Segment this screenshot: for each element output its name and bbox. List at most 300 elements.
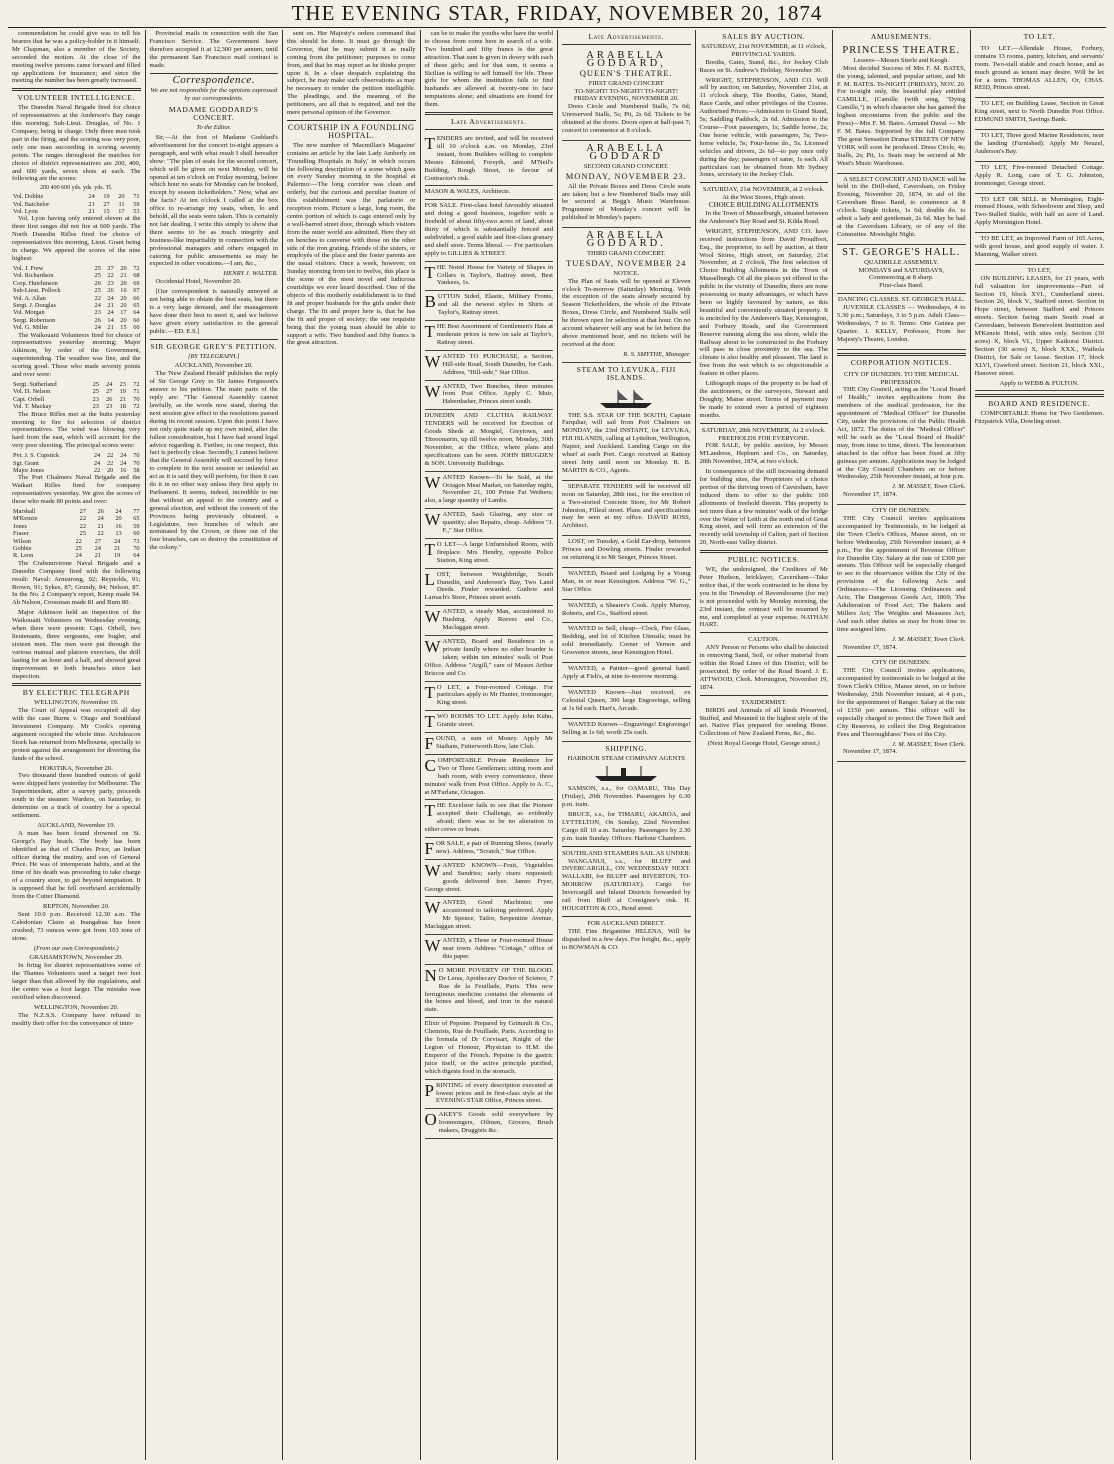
- table-cell: 65: [133, 515, 140, 523]
- wanted-ad: [562, 623, 691, 663]
- ad-text: MASON & WALES, Architects.: [424, 188, 511, 196]
- divider: [700, 695, 829, 696]
- table-cell: Marshall: [13, 507, 36, 515]
- ad-text: Elixir of Pepsine. Prepared by Grimault & Co., Chemists, Rue de Feuillade, Paris. According to the formula of Dr Corvisart, Knight of the Legion of Honour, Physician to H.M. the Emperor of the French. Pepsine is the gastric juice itself, or the active principle purified, which digests food in the stomach.: [424, 1020, 553, 1075]
- ad-text: COMFORTABLE Home for Two Gentlemen. Fitzpatrick Villa, Dowling street.: [974, 410, 1104, 426]
- ad-date: TUESDAY, NOVEMBER 24: [566, 257, 687, 268]
- drop-cap: W: [424, 351, 441, 371]
- sale-text: WRIGHT, STEPHENSON, AND CO. Will sell by auction, on Saturday, November 21st, at 11 o'clock sharp, The Booths, Gates, Stand, Race Cards, and other privileges of the Course. Authorised Prices:—Admission to Grand Stand, 5s; Saddling Paddock, 2s 6d. Admission to the Course—Foot passengers, 1s; Saddle horse, 2s; One horse vehicle, with passengers, 5s; Two-horse vehicle, 5s; Four-horse do., 5s. Licensed vehicles and drivers, 2s 6d—to pay once only during the day; passengers of same, 1s each. All particulars can be obtained from Mr Sydney Jones, secretary to the Jockey Club.: [699, 76, 828, 179]
- classified-ad: [425, 711, 554, 733]
- table-cell: 24: [107, 294, 114, 302]
- ad-text: ANTED KNOWN—Fruit, Vegetables and Sundries; early risers requested; goods delivered free. James Fryer, George street.: [424, 861, 553, 893]
- table-cell: 25: [94, 264, 101, 272]
- let-ad: [975, 233, 1105, 265]
- classified-ad: [425, 800, 554, 838]
- team-text: The Crabsnuvirone Naval Brigade and a Dunedin Company fired with the following result: Naval: Armstrong, 92; Reynolds, 91; Brown, 91; Sykes, 87; Grundy, 84; Nelson, 87. In the No. 2 Company's report, Kemp made 94. Ah Nelson, Crossman made 81 and Burn 80.: [12, 559, 141, 607]
- drop-cap: T: [424, 133, 435, 153]
- princess-ad: [837, 43, 966, 174]
- drop-cap: C: [424, 755, 436, 775]
- drop-cap: O: [424, 1110, 437, 1130]
- table-cell: 21: [88, 200, 95, 208]
- ad-text: O LET, a Four-roomed Cottage. For particulars apply to Mr Hunter, ironmonger, King street.: [436, 683, 553, 707]
- table-row: [12, 193, 141, 200]
- classified-ad: [425, 965, 554, 1018]
- table-cell: 24: [94, 324, 101, 332]
- table-row: [12, 530, 141, 537]
- table-row: [12, 396, 141, 403]
- classified-ad: [425, 897, 554, 935]
- classified-ad: [425, 682, 554, 712]
- table-cell: Gobbie: [13, 545, 32, 552]
- ad-text: JUVENILE CLASSES — Wednesdays, 4 to 5.30 p.m.; Saturdays, 3 to 5 p.m. Adult Class—Wednesdays, 7 to 9. Terms: One Guinea per Quarter. J. KELLY, Professor, From her Majesty's Theatre, London.: [837, 304, 966, 343]
- notice-date: November 17, 1874.: [843, 643, 898, 651]
- correspondence-note: We are not responsible for the opinions expressed by our correspondents.: [150, 87, 278, 103]
- dateline: WELLINGTON, November 20.: [34, 1003, 119, 1011]
- table-cell: Sgt. Grant: [13, 459, 39, 467]
- table-cell: Vol. Richardson: [13, 272, 54, 280]
- table-cell: 70: [133, 452, 140, 460]
- classified-ad: [425, 186, 554, 200]
- lead-text: Provincial mails in connection with the San Francisco Service. The Government have therefore accepted it at 12,300 per annum, until the permanent San Francisco mail contract is made.: [149, 30, 278, 69]
- table-cell: 19: [119, 388, 126, 396]
- table-row: [12, 403, 141, 410]
- divider: [700, 632, 829, 633]
- sale-text: WRIGHT, STEPHENSON, AND CO. have received instructions from David Proudfoot, Esq., the proprietor, to sell by auction, at their Wool Stores, High street, on Saturday, 21st November, at 2 o'clock, The first selection of Choice Building Allotments in the Town of Musselburgh. Of all the places yet offered to the public in the vicinity of Dunedin, there are none possessing so many advantages, or which have been so highly favoured by nature, as this beautiful and conveniently situated property. It is encircled by the Anderson's Bay, Kensington, and Forbury Roads, and the Government Reserve running along the sea shore, while the Railway about to be constructed to the Forbury will pass in close proximity to the sea. The climate is also healthy and pleasant. The land is free from the wet which is so objectionable a feature in other places.: [699, 227, 828, 378]
- table-cell: 26: [107, 287, 114, 295]
- drop-cap: W: [424, 860, 441, 880]
- score-table-3: [12, 381, 141, 411]
- ad-text: WANTED Known—Engravings! Engravings! Selling at 1s 6d; worth 25s each.: [562, 720, 691, 736]
- score-table-2: [12, 265, 141, 332]
- ad-text: TO LET, Five-roomed Detached Cottage. Apply R. Long, care of T. G. Johnston, ironmonger, George street.: [974, 163, 1104, 187]
- southland-heading: SOUTHLAND STEAMERS SAIL AS UNDER:: [562, 849, 691, 857]
- drop-cap: T: [424, 322, 435, 342]
- table-cell: 65: [133, 301, 140, 309]
- notice-date: November 17, 1874.: [843, 491, 898, 499]
- table-row: [12, 302, 141, 309]
- table-cell: 24: [106, 380, 113, 388]
- notice-signature: J. M. MASSEY, Town Clerk.: [891, 483, 966, 491]
- table-row: [12, 201, 141, 208]
- table-row: [12, 265, 141, 272]
- column-8: [971, 30, 1109, 1460]
- ad-text: HE Best Assortment of Gentlemen's Hats at moderate prices is now on sale at Taylor's, Rattray street.: [436, 323, 553, 346]
- drop-cap: B: [424, 292, 436, 312]
- ad-title: ARABELLA GODDARD,: [586, 49, 667, 69]
- ad-title: ARABELLA GODDARD.: [586, 230, 667, 250]
- table-cell: 23: [92, 395, 99, 403]
- ad-text: OMFORTABLE Private Residence for Two or Three Gentlemen; sitting room and bath room, with every convenience, three minutes' walk from Post Office. Apply to A. C., at M'Farlane, Octagon.: [424, 756, 553, 796]
- table-cell: 71: [133, 388, 140, 396]
- drop-cap: L: [424, 569, 435, 589]
- letter-text: Sir,—At the foot of Madame Goddard's advertisement for the concert to-night appears a paragraph, and with what result I shall hereafter show: "The plan of seats for the second concert, which will be given on next Monday, will be opened at ten o'clock on Friday morning, before which hour no seats for Monday can be booked, except by season ticketholders." Now, what are the facts? At ten o'clock I called at the box office to re-arrange my seats, when, lo and behold, all the seats were taken. This is certainly not fair dealing. I write this simply to show that there seems to be as much integrity and business-like impartiality in connection with the professional managers and others engaged in catering for public amusements as may be expected in other vocations.—I am, &c.,: [149, 133, 278, 268]
- column-3: [283, 30, 421, 1460]
- divider: [562, 846, 691, 847]
- table-cell: 25: [92, 380, 99, 388]
- drop-cap: W: [424, 607, 441, 627]
- levuka-heading: STEAM TO LEVUKA, FIJI ISLANDS.: [576, 364, 676, 382]
- ads-list: [425, 133, 554, 1139]
- ad-text: TO LET, on Building Lease, Section in Great King street, next to North Dunedin Post Office. EDMUND SMITH, Savings Bank.: [974, 100, 1104, 124]
- ad-tonight: TO-NIGHT! TO-NIGHT! TO-NIGHT!: [574, 87, 679, 95]
- corporation-notice: [837, 657, 966, 762]
- ad-text: THE S.S. STAR OF THE SOUTH, Captain Farquhar, will sail from Port Chalmers on MONDAY, the 23rd INSTANT, for LEVUKA, FIJI ISLANDS, calling at Lyttelton, Wellington, Napier, and Auckland. Landing Cargo on the wharf at each Port. Cargo received at Rattray street Jetty until noon on Monday. R. B. MARTIN & CO., Agents.: [562, 411, 691, 474]
- table-cell: Vol. D. Nelson: [13, 388, 51, 396]
- table-cell: 27: [103, 200, 110, 208]
- concert-ad-2: [562, 141, 691, 228]
- table-cell: 60: [133, 324, 140, 332]
- classified-ad: [425, 381, 554, 411]
- ad-text: A SELECT CONCERT AND DANCE will be held in the Drill-shed, Caversham, on Friday Evening, November 20, 1874, in aid of the Caversham Brass Band, to commence at 8 o'clock. Single tickets, 1s 6d; double do. to admit a lady and gentleman, 2s 6d. May be had at the Caversham Library, or of any of the Committee. Moonlight Night.: [837, 175, 966, 238]
- ad-text: Dress Circle and Numbered Stalls, 7s 6d; Unreserved Stalls, 5s; Pit, 2s 6d. Tickets to be obtained at the doors. Doors open at half-past 7; concert to commence at 8 o'clock.: [562, 103, 691, 135]
- waikouaiti-text: The Waikouaiti Volunteers fired for choice of representatives yesterday morning; Major Atkinson, by order of the Government, superintending. The weather was fine, and the scoring good. Those who made seventy points and over were:: [12, 331, 141, 379]
- to-let-heading: TO LET.: [1023, 32, 1055, 41]
- table-cell: 23: [107, 279, 114, 287]
- table-cell: 58: [133, 466, 140, 474]
- telegraph-heading: BY ELECTRIC TELEGRAPH: [22, 688, 130, 698]
- telegraph-text: A man has been found drowned on St. George's Bay beach. The body has been identified as that of Charles Price, an Indian officer during the mutiny, and son of General Price. He was of intemperate habits, and at the time of his death was proceeding to take charge of a country store, to get beyond temptation. It is supposed that he fell overboard accidentally from the Cutter Diamond.: [12, 829, 141, 901]
- table-cell: Fraser: [13, 530, 29, 538]
- divider: [287, 120, 416, 121]
- notice-title: CITY OF DUNEDIN.: [871, 659, 931, 667]
- table-row: [12, 381, 141, 388]
- ad-title: ARABELLA GODDARD: [586, 142, 667, 162]
- ad-text: TO LET, Three good Marine Residences, near the landing (Furnished). Apply Mr Neuzel, Anderson's Bay.: [974, 132, 1104, 155]
- sale-date: SATURDAY, 21st NOVEMBER, at 2 o'clock. At the West Stores, High street.: [702, 186, 825, 202]
- ad-text: UTTON Sided, Elastic, Military Fronts, and all the newest styles in Shirts at Taylor's, Rattray street.: [437, 293, 553, 317]
- sale-date: SATURDAY, 28th NOVEMBER, At 2 o'clock.: [701, 426, 826, 434]
- sale-text: In the Town of Musselburgh, situated between the Anderson's Bay Road and St. Kilda Road.: [699, 210, 828, 225]
- table-cell: 26: [97, 507, 104, 515]
- ad-text: WANTED Known—Just received, ex Celestial Queen, 300 large Engravings, selling at 1s 6d each. Hart's, Arcade.: [562, 688, 691, 712]
- table-cell: 21: [88, 208, 95, 216]
- table-cell: 22: [79, 522, 86, 530]
- drop-cap: W: [424, 637, 441, 656]
- table-cell: Vol. Lyon: [13, 208, 38, 216]
- table-cell: 24: [120, 459, 127, 467]
- dancing-ad: [837, 294, 966, 349]
- notice-text: THE City Council, acting as the "Local Board of Health," invites applications from the members of the medical profession, for the appointment of "Medical Officer" for Dunedin City, under the provisions of the Public Health Act, 1872. The duties of the "Medical Officer" will be such as the "Local Board of Health" may, from time to time, direct. The honorarium attached to the office has been fixed at fifty guineas per annum. Applications may be lodged at the City Council Chambers on or before Wednesday, 25th November instant, at four p.m.: [837, 386, 966, 481]
- table-cell: 24: [94, 545, 102, 552]
- ad-text: Most decided Success of Mrs F. M. BATES, the young, talented, and popular artiste, and Mr F. M. BATES. To-NIGHT (FRIDAY), NOV. 20. For to-night only, the beautiful play entitled CAMILLE, (Camille (with song, "Dying Camille,") in which character she has gained the highest encomiums from the public and the Press)—Mrs F. M. Bates. Armand Duval — Mr F. M. Bates. Supported by the full Company. The great Sensation Drama STREETS OF NEW YORK will soon be produced. Dress Circle, 4s; Stalls, 2s; Pit, 1s. Seats may be secured at Mr West's Music Warehouse.: [837, 64, 966, 167]
- telegraph-text: Two thousand three hundred ounces of gold were shipped here yesterday for Melbourne. The Superintendent, after a survey party, proceeds south in the steamer. Warders, on Saturday, to determine on a track of country for a special settlement.: [12, 772, 141, 819]
- ad-text: TO BE LET, an Improved Farm of 165 Acres, with good house, and good supply of water. J. Manning, Walker street.: [974, 235, 1104, 258]
- column-4: [421, 30, 559, 1460]
- notice-title: CITY OF DUNEDIN.: [871, 507, 931, 515]
- table-row: [12, 552, 141, 559]
- table-cell: R. Leon: [13, 552, 34, 560]
- table-cell: 17: [120, 309, 127, 317]
- editor-note: [Our correspondent is naturally annoyed at not being able to obtain the best seats, but there is a very large demand, and the management have done their best to meet it, and we believe have given every satisfaction to the general public.—ED. E.S.]: [149, 288, 278, 335]
- tender-ad: [562, 481, 691, 536]
- lost-ad: [562, 536, 691, 568]
- ad-text: All the Private Boxes and Dress Circle seats are taken; but a few Numbered Stalls may still be secured at Begg's Music Warehouse. Programme of Monday's concert will be published in Monday's papers.: [562, 182, 691, 222]
- dateline: AUCKLAND, November 20.: [174, 362, 253, 370]
- table-cell: Vol. Dobbie: [13, 193, 44, 201]
- classified-ad: [425, 838, 554, 860]
- table-cell: 22: [75, 537, 82, 545]
- ad-sub: QUADRILLE ASSEMBLY.: [864, 258, 939, 266]
- table-cell: 26: [106, 395, 113, 403]
- table-cell: 27: [79, 507, 86, 515]
- classified-ad: [425, 509, 554, 539]
- late-ads-heading: Late Advertisements.: [451, 117, 527, 127]
- notice-text: WE, the undersigned, the Creditors of Mr Peter Hudson, bricklayer, Caversham—Take notice that, if the work contracted to be done by you in the Township of Ravensbourne (for me) is not proceeded with by Monday morning, the 23rd instant, the contract will be resumed by me, and completed at your expense. NATHAN HART.: [699, 566, 828, 629]
- sale-date: SATURDAY, 21st NOVEMBER, at 11 o'clock, PROVINCIAL YARDS.: [701, 42, 827, 58]
- table-cell: 21: [94, 552, 102, 560]
- table-cell: 72: [133, 403, 140, 411]
- notice-text: ANY Person or Persons who shall be detected in removing Sand, Soil, or other material from within the Road Lines of this District, will be prosecuted. By order of the Road Board. J. E. ATTWOOD, Clerk. Mornington, November 19, 1874.: [699, 644, 828, 691]
- divider: [425, 129, 554, 130]
- major-text: Major Atkinson held an inspection of the Waikouaiti Volunteers on Wednesday evening, when there were present: Capt. Orbell, two lieutenants, three sergeants, one bugler, and sixteen men. The men were put through the various manual and platoon exercises, the drill lasting for an hour and a half, and showed great improvement in both branches since last inspection.: [12, 609, 141, 680]
- table-cell: Corp. Hutchinson: [13, 279, 58, 287]
- table-cell: 25: [92, 388, 99, 396]
- telegraph-text: The Court of Appeal was occupied all day with the case Burns v. Otago and Southland Investment Company. Mr Cook's opening argument occupied the whole time. Archdeacon Stock has returned from Melbourne, specially to protest against the arrangement for diverting the funds of the school.: [12, 707, 141, 762]
- drop-cap: W: [424, 510, 441, 530]
- table-cell: 59: [133, 522, 140, 530]
- ad-text: WANTED, a Painter—good general hand. Apply at Fish's, at nine to-morrow morning.: [562, 665, 691, 680]
- table-cell: 20: [120, 264, 127, 272]
- waikari-text: The Port Chalmers Naval Brigade and the Waikari Rifles fired for company representatives yesterday. We give the scores of those who made 80 points and over:: [12, 474, 141, 506]
- sales-heading: SALES BY AUCTION.: [722, 32, 806, 41]
- table-cell: 26: [94, 316, 101, 324]
- table-row: [12, 309, 141, 316]
- column-1: [8, 30, 146, 1460]
- drop-cap: T: [424, 801, 435, 821]
- letter-address: Occidental Hotel, November 20.: [155, 278, 242, 286]
- table-cell: 21: [97, 522, 104, 530]
- table-cell: 27: [107, 264, 114, 272]
- table-cell: 22: [107, 272, 114, 280]
- divider: [12, 88, 141, 91]
- wanted-ad: [562, 663, 691, 687]
- drop-cap: T: [424, 262, 435, 282]
- table-cell: 72: [133, 264, 140, 272]
- late-ads-heading: Late Advertisements.: [588, 32, 664, 41]
- column-7: [833, 30, 971, 1460]
- amusements-heading: AMUSEMENTS.: [870, 32, 932, 41]
- table-cell: Vol. Batchelor: [13, 200, 50, 208]
- table-cell: 19: [103, 193, 110, 201]
- table-row: [12, 523, 141, 530]
- table-cell: 25: [94, 272, 101, 280]
- table-cell: 68: [133, 272, 140, 280]
- notice-signature: J. M. MASSEY, Town Clerk.: [891, 635, 966, 643]
- table-cell: Vol. G. Miller: [13, 324, 49, 332]
- ad-text: WANTED, a Shearer's Cook. Apply Murray, Roberts, and Co., Stafford street.: [562, 601, 691, 617]
- dateline: AUCKLAND, November 19.: [37, 821, 116, 829]
- divider: [975, 394, 1105, 397]
- table-cell: Vol. Morgan: [13, 309, 45, 317]
- table-row: [12, 545, 141, 552]
- table-row: [12, 208, 141, 215]
- table-cell: 67: [133, 287, 140, 295]
- notice-text: THE City Council invites applications, accompanied by testimonials to be lodged at the Town Clerk's Office, Manse street, on or before Wednesday, 25th November instant, at 4 p.m., for the appointment of Ranger. Salary at the rate of £150 per annum. This officer will be especially charged to protect the Town Belt and City Reserves, to collect the Dog Registration Fees and Thoroughfares' Fees of the City.: [837, 667, 966, 738]
- classified-ad: [425, 410, 554, 471]
- table-cell: 11: [118, 200, 125, 208]
- table-cell: 25: [94, 287, 101, 295]
- notice-signature: J. M. MASSEY, Town Clerk.: [891, 740, 966, 748]
- table-cell: 23: [106, 403, 113, 411]
- table-cell: 64: [133, 309, 140, 317]
- volunteer-text: The Dunedin Naval Brigade fired for choice of representatives at the Anderson's Bay range this morning; Sub-Lieut. Douglas, of No. 1 Company, being in charge. Only three men took part in the firing, and the scoring was very poor, only one man succeeding in scoring seventy points. The ranges throughout the matches for choice of district representatives are 200, 400, and 600 yards, seven shots at each. The following are the scores:: [12, 104, 141, 183]
- table-cell: 15: [120, 324, 127, 332]
- table-cell: 71: [133, 193, 140, 201]
- notice-title: CITY OF DUNEDIN. TO THE MEDICAL PROFESSION.: [843, 370, 959, 386]
- table-cell: 19: [113, 552, 121, 560]
- table-head: 200 400 600 yds. yds. yds. Tl.: [40, 185, 113, 192]
- classified-ad: [425, 321, 554, 351]
- building-lease-ad: [975, 265, 1105, 392]
- sailing-text: SAMSON, s.s., for OAMARU, This Day (Friday), 20th November. Passengers by 6.30 p.m. train.: [562, 785, 691, 809]
- table-row: [12, 538, 141, 545]
- table-cell: 64: [133, 552, 140, 560]
- ad-text: SEPARATE TENDERS will be received till noon on Saturday, 28th inst., for the erection of a Two-storied Concrete Store, for Mr Robert Johnston, Filleul street. Plans and specifications may be seen at my office. DAVID ROSS, Architect.: [562, 482, 691, 530]
- ad-lessee: Lessees—Messrs Steele and Keogh.: [853, 56, 950, 64]
- table-cell: M'Kenzie: [13, 515, 38, 523]
- ad-text: ANTED, Good Machinist; one accustomed to tailoring preferred. Apply Mr Spence, Tailor, Serpentine Avenue, Maclaggan street.: [424, 899, 553, 931]
- let-ad: [975, 98, 1105, 130]
- divider: [700, 550, 829, 553]
- ad-signature: R. S. SMYTHE, Manager.: [623, 350, 691, 358]
- table-cell: 53: [133, 208, 140, 216]
- drop-cap: T: [424, 682, 435, 702]
- wanted-ad: [562, 568, 691, 600]
- ad-text: ANTED, Board and Residence in a private family where no other boarder is taken; within ten minutes' walk of Post Office. Address "Argill," care of Messrs Arthur Briscoe and Co.: [424, 638, 553, 677]
- notice-date: November 17, 1874.: [843, 748, 898, 756]
- table-row: [12, 280, 141, 287]
- ad-concert: SECOND GRAND CONCERT.: [583, 162, 669, 170]
- table-cell: 25: [79, 530, 86, 538]
- shipping-heading: SHIPPING.: [605, 744, 647, 754]
- table-cell: Major Jones: [13, 466, 44, 474]
- classified-ad: [425, 262, 554, 292]
- score-table-5: [12, 508, 141, 538]
- table-cell: 21: [120, 272, 127, 280]
- table-cell: Sergt. J. Douglas: [13, 301, 56, 309]
- classified-ad: [425, 291, 554, 321]
- ad-text: TO LET.—Allendale House, Forbury, contains 13 rooms, pantry, kitchen, and servants' room. Two-stall stable and coach house, and as much ground as tenant may desire. Will be let for a term. THOMAS ALLEN, Or, CHAS. REID, Princes street.: [974, 44, 1104, 92]
- drop-cap: W: [424, 936, 441, 956]
- score-table-4: [12, 452, 141, 474]
- ad-text: HE Noted House for Variety of Shapes in Collars is Taylor's, Rattray street, Best Yankees, 1s.: [436, 263, 553, 287]
- petition-text: The 'New Zealand Herald' publishes the reply of Sir George Grey to Sir James Fergusson's answer to his petition. The main parts of the reply are: "The General Assembly cannot lawfully, as the words now stand, during the next session give effect to the resolutions passed during its recent session. Upon this point I have not only quite made up my own mind, after the fullest consideration, but I have had sound legal advice regarding it. Further, in one respect, this fact is perfectly clear. Secondly, I cannot believe that the General Assembly will succeed by force to complete in the next session so unlawful an act as it is said they will perform, for then it can do it in no other way unless they first apply to Parliament. It seems, indeed, incredible to me that without an appeal to the country and a general election, and without the consent of the Provinces being previously obtained, a Legislature, two branches of which are nominated by the Crown, or three out of the four branches, can so destroy the constitution of the colony.": [149, 370, 278, 552]
- volunteer-heading: VOLUNTEER INTELLIGENCE.: [17, 93, 136, 103]
- ad-title: TO LET,: [1027, 266, 1052, 274]
- table-cell: 69: [133, 279, 140, 287]
- table-cell: 21: [113, 545, 121, 552]
- drop-cap: T: [424, 712, 435, 732]
- table-cell: 27: [94, 537, 102, 545]
- table-cell: 21: [119, 395, 126, 403]
- auckland-heading: FOR AUCKLAND DIRECT.: [587, 919, 666, 927]
- telegraph-text: The N.Z.S.S. Company have refused to modify their offer for the conveyance of inter-: [12, 1011, 141, 1027]
- taxidermist-heading: TAXIDERMIST.: [741, 698, 787, 706]
- table-cell: 20: [120, 316, 127, 324]
- let-ad: [975, 130, 1105, 162]
- column-2: [146, 30, 284, 1460]
- table-cell: 24: [115, 507, 122, 515]
- table-cell: 20: [115, 515, 122, 523]
- classified-ad: [425, 200, 554, 261]
- wanted-ad: [562, 719, 691, 743]
- table-cell: 77: [133, 507, 140, 515]
- telegraph-text: In firing for district representatives some of the Thames Volunteers used a target two feet larger than that allowed by the regulations, and the centre was a foot larger. The mistake was rectified when discovered.: [12, 962, 141, 1001]
- classified-ad: [425, 733, 554, 755]
- table-cell: 24: [75, 552, 82, 560]
- table-cell: 25: [75, 545, 82, 552]
- taxidermist-address: (Next Royal George Hotel, George street.): [707, 740, 820, 748]
- telegraph-text: Sent 10.0 p.m. Received 12.30 a.m. The Caledonian Claim at Inangahua has been crushed; 73 ounces were got from 103 tons of stone.: [12, 910, 141, 942]
- ad-date: MONDAY, NOVEMBER 23.: [565, 170, 687, 181]
- intro-text: commendation he could give was to tell his hearers that he was a policy-holder in it himself. Mr Chapman, also a member of the Society, seconded the motion. At the close of the meeting twelve persons came forward and filled up applications for insurance; and since the meeting the number has been greatly increased.: [12, 30, 141, 85]
- lead-text: sent on. Her Majesty's orders command that this should be done. It must go through the Governor, that he may submit it as really coming from the petitioner; purposes to come from, and that he may report as he thinks proper upon it. In a clear despatch explaining the subject, he may make such observations as may be necessary to render the petition intelligible. The pleadings, and the meaning of the petitioners, are all that is required, and not the mere personal opinion of the Governor.: [287, 30, 416, 117]
- table-cell: Sub-Lieut. Pollock: [13, 287, 61, 295]
- ad-text: HE Excelsior fails to see that the Pioneer accepted their Challenge, as evidently afraid; there was to be no alteration in either crews or boats.: [424, 802, 553, 834]
- columns: [8, 30, 1108, 1460]
- table-cell: 70: [133, 395, 140, 403]
- table-cell: Sergt. Sutherland: [13, 380, 57, 388]
- table-cell: 23: [94, 309, 101, 317]
- ad-text: The Plan of Seats will be opened at Eleven o'clock To-morrow (Saturday) Morning. With the exception of the seats already secured by Season Ticketholders, the whole of the Private Boxes, Dress Circle, and Numbered Stalls will be thrown open for selection at that hour. On no account whatever will any seat be let before the above mentioned hour, and no tickets will be received at the door.: [562, 277, 691, 348]
- bruce-text: The Bruce Rifles met at the butts yesterday morning to fire for selection of district representatives. The wind was blowing very hard from the east, which will account for the very poor shooting. The principal scores were:: [12, 410, 141, 450]
- table-cell: 20: [120, 279, 127, 287]
- correspondent-note: (From our own Correspondents.): [33, 944, 119, 952]
- table-row: [12, 508, 141, 515]
- classified-ad: [425, 1109, 554, 1139]
- ad-text: O MORE POVERTY OF THE BLOOD. Dr Leras, Apothecary Doctor of Science, 7 Rue de la Feuillade, Paris. This new ferruginous medicine contains the elements of the bones and blood, and iron in the natural state.: [424, 966, 553, 1014]
- public-heading: PUBLIC NOTICES.: [727, 555, 800, 565]
- sale-text: In consequence of the still increasing demand for building sites, the Proprietors of a choice portion of the thriving town of Caversham, have induced them to offer to the public 160 allotments of freehold therein. This property is not more than a few minutes' walk of the bridge over the Water of Leith at the north end of Great King street, and will form an extension of the recently sold township of Calton, part of Section 20, North-east Valley district.: [699, 468, 828, 547]
- table-cell: 20: [120, 294, 127, 302]
- table-cell: 14: [107, 316, 114, 324]
- notice-text: BIRDS and Animals of all kinds Preserved, Stuffed, and Mounted in the highest style of the art. Native Flax prepared for sending Home. Collections of New Zealand Ferns, &c., &c.: [699, 706, 828, 738]
- ad-text: WANTED, Board and Lodging by a Young Man, in or near Kensington. Address "W. G.," Star Office.: [562, 569, 691, 593]
- classified-ad: [425, 351, 554, 381]
- courtship-heading: COURTSHIP IN A FOUNDLING HOSPITAL.: [287, 122, 415, 140]
- divider: [562, 44, 691, 45]
- drop-cap: W: [424, 472, 441, 492]
- wanted-ad: [562, 687, 691, 719]
- table-cell: 21: [107, 301, 114, 309]
- sailing-text: WANGANUI, s.s., for BLUFF and INVERCARGILL, ON WEDNESDAY NEXT. WALLABI, for BLUFF and RIVERTON, TO-MORROW (SATURDAY). Cargo for Invercargill and Inland Districts forwarded by rail from Bluff at Consignee's risk. H. HOUGHTON & CO., Bond street.: [562, 857, 691, 912]
- drop-cap: T: [424, 539, 435, 559]
- table-cell: 60: [133, 530, 140, 538]
- ad-text: ANTED, a steady Man, accustomed to Bushing. Apply Reeves and Co., Maclaggan street.: [442, 608, 553, 632]
- steamer-icon: [591, 765, 661, 783]
- table-cell: 73: [133, 537, 140, 545]
- table-cell: 22: [106, 459, 114, 467]
- score-table-6: [12, 538, 141, 560]
- table-cell: Vol. T. Mackay: [13, 403, 52, 411]
- divider: [425, 112, 554, 115]
- ad-text: ANTED, a Three or Four-roomed House near town. Address "Cottage," office of this paper.: [442, 937, 553, 960]
- classified-ad: [425, 755, 554, 801]
- let-ad: [975, 162, 1105, 194]
- column-6: [696, 30, 834, 1460]
- divider: [12, 683, 141, 686]
- score-table-1: [12, 193, 141, 215]
- table-cell: 70: [133, 545, 140, 552]
- drop-cap: F: [424, 734, 434, 754]
- concert-dance-ad: [837, 174, 966, 245]
- sale-text: FOR SALE, by public auction, by Messrs M'Landress, Hepburn and Co., on Saturday, 28th November, 1874, at two o'clock.: [699, 442, 828, 466]
- table-cell: Sergt. Robertson: [13, 316, 56, 324]
- table-cell: 26: [94, 279, 101, 287]
- ad-signature: Apply to WEBB & FULTON.: [999, 379, 1079, 387]
- ad-text: OUND, a sum of Money. Apply Mr Statham, Futterworth Row, late Club.: [435, 735, 553, 750]
- table-cell: 20: [106, 466, 114, 474]
